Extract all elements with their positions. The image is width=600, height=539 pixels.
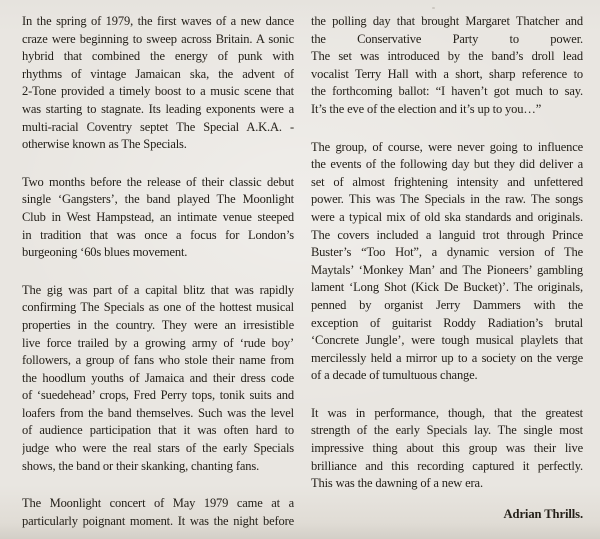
text-line: Club in West Hampstead, an intimate venue steeped: [22, 209, 294, 224]
text-line: shows, the band or their skanking, chanting fans.: [22, 458, 260, 473]
text-line: craze were beginning to sweep across Britain. A sonic: [22, 31, 294, 46]
right-column-paragraphs: [311, 13, 583, 493]
text-line: 2-Tone provided a timely boost to a music scene that: [22, 84, 294, 99]
text-line: In the spring of 1979, the first waves of a new dance: [22, 14, 294, 28]
text-line: penned by organist Jerry Dammers with the: [311, 297, 583, 312]
text-line: the hoodlum youths of Jamaica and their dress code: [22, 370, 294, 385]
text-line: brilliance and this recording captured it perfectly.: [311, 458, 583, 473]
text-line: ‘Concrete Jungle’, were tough musical playlets that: [311, 333, 583, 348]
text-line: confirming The Specials as one of the hottest musical: [22, 300, 294, 315]
text-line: impressive thing about this group was their live: [311, 441, 583, 456]
text-line: It’s the eve of the election and it’s up to you…”: [311, 101, 542, 116]
text-line: Buster’s “Too Hot”, a dynamic version of The: [311, 245, 583, 260]
paragraph: [311, 405, 583, 493]
text-line: strength of the early Specials lay. The single most: [311, 423, 583, 438]
text-line: the forthcoming ballot: “I haven’t got much to say.: [311, 84, 583, 99]
text-line: rhythms of vintage Jamaican ska, the advent of: [22, 66, 294, 81]
text-line: Maytals’ ‘Monkey Man’ and The Pioneers’ gambling: [311, 262, 583, 277]
text-line: the polling day that brought Margaret Thatcher and: [311, 14, 583, 28]
scan-speck: [540, 306, 542, 308]
paragraph: [311, 139, 583, 385]
text-line: of a decade of tumultuous change.: [311, 368, 478, 383]
text-line: live force trailed by a growing army of ‘rude boy’: [22, 335, 294, 350]
text-line: This was the dawning of a new era.: [311, 476, 483, 491]
text-line: The covers included a languid trot through Prince: [311, 227, 583, 242]
text-line: The group, of course, were never going to influence: [311, 139, 583, 154]
text-line: judge who were the real stars of the early Specials: [22, 441, 294, 456]
text-line: of audience participation that it was often hard to: [22, 423, 294, 438]
text-line: the events of the following day but they did deliver a: [311, 157, 583, 172]
text-line: The gig was part of a capital blitz that was rapidly: [22, 282, 294, 297]
text-line: multi-racial Coventry septet The Special A.K.A. -: [22, 119, 294, 134]
text-line: The set was introduced by the band’s droll lead: [311, 49, 583, 64]
text-line: of ‘suedehead’ crops, Fred Perry tops, tonik suits and: [22, 388, 294, 403]
text-line: mercilessly held a mirror up to a society on the verge: [311, 350, 583, 365]
text-line: exception of guitarist Roddy Radiation’s brutal: [311, 315, 583, 330]
text-line: were a typical mix of old ska standards and originals.: [311, 209, 583, 224]
paragraph: [22, 495, 294, 530]
scan-speck: [432, 7, 435, 9]
text-line: was starting to stagnate. Its leading exponents were a: [22, 101, 294, 116]
paragraph: [311, 13, 583, 119]
text-line: otherwise known as The Specials.: [22, 137, 187, 152]
text-line: the Conservative Party to power.: [311, 31, 583, 46]
text-line: loafers from the band themselves. Such was the level: [22, 405, 294, 420]
paragraph: [22, 13, 294, 154]
text-line: burgeoning ‘60s blues movement.: [22, 245, 188, 260]
text-line: single ‘Gangsters’, the band played The Moonlight: [22, 192, 294, 207]
text-line: Two months before the release of their classic debut: [22, 174, 294, 189]
right-column: [311, 13, 583, 539]
text-line: The Moonlight concert of May 1979 came at a: [22, 496, 294, 511]
text-line: vocalist Terry Hall with a short, sharp reference to: [311, 66, 583, 81]
text-line: in tradition that was once a focus for London’s: [22, 227, 294, 242]
paragraph: [22, 282, 294, 476]
text-line: properties in the country. They were an irresistible: [22, 317, 294, 332]
text-line: followers, a group of fans who stole their name from: [22, 353, 294, 368]
left-column: [22, 13, 294, 539]
text-line: It was in performance, though, that the greatest: [311, 405, 583, 420]
text-line: lament ‘Long Shot (Kick De Bucket)’. The originals,: [311, 280, 583, 295]
author-credit: Adrian Thrills.: [503, 506, 583, 521]
text-line: set of almost frightening intensity and unfettered: [311, 174, 583, 189]
text-line: power. This was The Specials in the raw. The songs: [311, 192, 583, 207]
text-line: particularly poignant moment. It was the night before: [22, 513, 294, 528]
text-line: hybrid that combined the energy of punk with: [22, 49, 294, 64]
paragraph: [22, 174, 294, 262]
